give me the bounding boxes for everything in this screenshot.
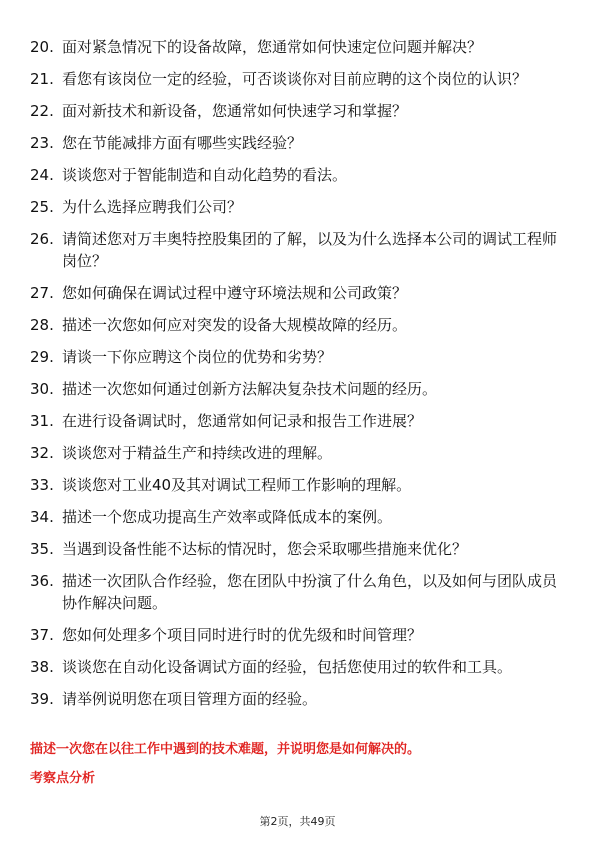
list-item	[30, 442, 565, 464]
list-item	[30, 228, 565, 272]
question-number: 33.	[30, 476, 54, 494]
question-number: 39.	[30, 690, 54, 708]
page-footer: 第2页，共49页	[259, 815, 336, 828]
list-item	[30, 196, 565, 218]
list-item	[30, 378, 565, 400]
question-text: 您在节能减排方面有哪些实践经验？	[62, 134, 303, 152]
list-item	[30, 346, 565, 368]
list-item	[30, 506, 565, 528]
list-item	[30, 314, 565, 336]
question-number: 28.	[30, 316, 54, 334]
list-item	[30, 570, 565, 614]
highlight-question: 描述一次您在以往工作中遇到的技术难题，并说明您是如何解决的。	[30, 742, 421, 757]
question-number: 35.	[30, 540, 54, 558]
question-number: 27.	[30, 284, 54, 302]
question-text: 描述一次您如何通过创新方法解决复杂技术问题的经历。	[62, 380, 438, 398]
question-number: 21.	[30, 70, 54, 88]
question-number: 22.	[30, 102, 54, 120]
question-list	[30, 36, 565, 720]
list-item	[30, 688, 565, 710]
question-number: 23.	[30, 134, 54, 152]
question-text: 您如何确保在调试过程中遵守环境法规和公司政策？	[62, 284, 408, 302]
question-text: 谈谈您对于精益生产和持续改进的理解。	[62, 444, 333, 462]
question-number: 24.	[30, 166, 54, 184]
question-text: 描述一次您如何应对突发的设备大规模故障的经历。	[62, 316, 408, 334]
question-text: 看您有该岗位一定的经验，可否谈谈你对目前应聘的这个岗位的认识？	[62, 70, 528, 88]
question-text: 在进行设备调试时，您通常如何记录和报告工作进展？	[62, 412, 423, 430]
question-text: 请举例说明您在项目管理方面的经验。	[62, 690, 318, 708]
question-text: 为什么选择应聘我们公司？	[62, 198, 243, 216]
question-number: 36.	[30, 572, 54, 590]
question-number: 25.	[30, 198, 54, 216]
question-number: 20.	[30, 38, 54, 56]
question-number: 32.	[30, 444, 54, 462]
question-text: 谈谈您在自动化设备调试方面的经验，包括您使用过的软件和工具。	[62, 658, 513, 676]
question-text: 谈谈您对于智能制造和自动化趋势的看法。	[62, 166, 348, 184]
question-text: 当遇到设备性能不达标的情况时，您会采取哪些措施来优化？	[62, 540, 468, 558]
list-item	[30, 100, 565, 122]
list-item	[30, 68, 565, 90]
question-text: 描述一次团队合作经验，您在团队中扮演了什么角色，以及如何与团队成员协作解决问题。	[62, 572, 558, 612]
list-item	[30, 474, 565, 496]
list-item	[30, 164, 565, 186]
list-item	[30, 132, 565, 154]
question-text: 面对紧急情况下的设备故障，您通常如何快速定位问题并解决？	[62, 38, 483, 56]
list-item	[30, 624, 565, 646]
question-text: 请谈一下你应聘这个岗位的优势和劣势？	[62, 348, 333, 366]
list-item	[30, 538, 565, 560]
question-number: 34.	[30, 508, 54, 526]
analysis-heading: 考察点分析	[30, 771, 96, 786]
question-text: 您如何处理多个项目同时进行时的优先级和时间管理？	[62, 626, 423, 644]
question-text: 面对新技术和新设备，您通常如何快速学习和掌握？	[62, 102, 408, 120]
list-item	[30, 410, 565, 432]
question-text: 描述一个您成功提高生产效率或降低成本的案例。	[62, 508, 393, 526]
question-text: 谈谈您对工业40及其对调试工程师工作影响的理解。	[62, 476, 412, 494]
question-number: 30.	[30, 380, 54, 398]
question-number: 29.	[30, 348, 54, 366]
question-number: 38.	[30, 658, 54, 676]
question-text: 请简述您对万丰奥特控股集团的了解，以及为什么选择本公司的调试工程师岗位？	[62, 230, 558, 270]
question-number: 37.	[30, 626, 54, 644]
list-item	[30, 36, 565, 58]
question-number: 31.	[30, 412, 54, 430]
question-number: 26.	[30, 230, 54, 248]
list-item	[30, 656, 565, 678]
list-item	[30, 282, 565, 304]
